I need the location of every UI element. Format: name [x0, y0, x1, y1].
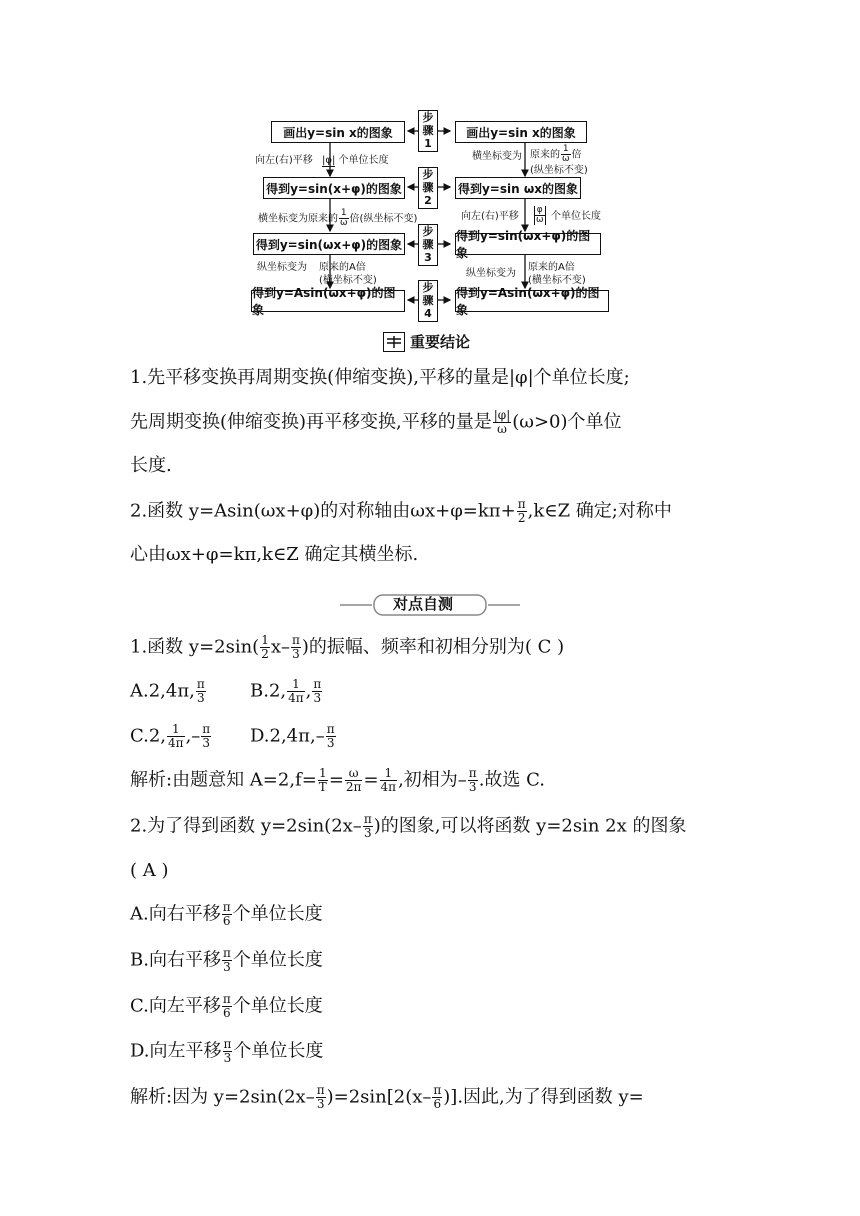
q2-option-a: A.向右平移 $\frac{\pi}{6}$ 个单位长度: [130, 900, 323, 928]
q2-answer: ( A ): [130, 860, 169, 881]
left-box-2: 得到y=sin(x+φ)的图象: [263, 177, 405, 199]
conclusion-1-line-3: 长度.: [130, 455, 172, 476]
step-1: 步 骤 1: [418, 110, 438, 152]
section-icon: [383, 332, 405, 352]
q1-option-c: C.2, $\frac{1}{4\pi}$ ,– $\frac{\pi}{3}$: [130, 722, 211, 750]
left-box-3: 得到y=sin(ωx+φ)的图象: [253, 233, 405, 255]
q2-option-c: C.向左平移 $\frac{\pi}{6}$ 个单位长度: [130, 992, 323, 1020]
right-box-4: 得到y=Asin(ωx+φ)的图象: [455, 290, 609, 312]
left-label-1: 向左(右)平移 |φ| 个单位长度: [255, 155, 389, 166]
step-2: 步 骤 2: [418, 167, 438, 209]
left-label-2: 横坐标变为原来的 $\frac{1}{\omega}$ 倍(纵坐标不变): [258, 208, 418, 228]
section-title-self-test: 对点自测: [393, 595, 454, 613]
step-4: 步 骤 4: [418, 280, 438, 322]
left-label-3: 纵坐标变为 原来的A倍 (横坐标不变): [257, 262, 377, 286]
conclusion-1-line-2: 先周期变换(伸缩变换)再平移变换,平移的量是 $\frac{|\varphi|}{\omega}$ (ω>0)个单位: [130, 408, 622, 436]
q2-stem-line-1: 2.为了得到函数 y=2sin(2x– $\frac{\pi}{3}$ )的图象,可以将函数 y=2sin 2x 的图象: [130, 812, 687, 840]
conclusion-2-line-2: 心由ωx+φ=kπ,k∈Z 确定其横坐标.: [130, 544, 419, 565]
q1-option-d: D.2,4π,– $\frac{\pi}{3}$: [250, 722, 335, 750]
conclusion-2-line-1: 2.函数 y=Asin(ωx+φ)的对称轴由ωx+φ=kπ+ $\frac{\pi}{2}$ ,k∈Z 确定;对称中: [130, 497, 672, 525]
q1-solution: 解析:由题意知 A=2,f= $\frac{1}{T}$ = $\frac{\omega}{2\pi}$ = $\frac{1}{4\pi}$ ,初相为– $\frac{\pi}{3}$ .故选 C.: [130, 766, 545, 794]
q2-option-b: B.向右平移 $\frac{\pi}{3}$ 个单位长度: [130, 946, 323, 974]
left-box-1: 画出y=sin x的图象: [271, 121, 405, 143]
q2-solution: 解析:因为 y=2sin(2x– $\frac{\pi}{3}$ )=2sin[2(x– $\frac{\pi}{6}$ )].因此,为了得到函数 y=: [130, 1083, 644, 1111]
right-box-1: 画出y=sin x的图象: [455, 121, 587, 143]
right-box-2: 得到y=sin ωx的图象: [455, 177, 581, 199]
right-box-3: 得到y=sin(ωx+φ)的图象: [455, 233, 601, 255]
q2-option-d: D.向左平移 $\frac{\pi}{3}$ 个单位长度: [130, 1037, 324, 1065]
left-box-4: 得到y=Asin(ωx+φ)的图象: [251, 290, 405, 312]
section-title-conclusions: 重要结论: [410, 333, 471, 351]
step-3: 步 骤 3: [418, 224, 438, 266]
q1-stem: 1.函数 y=2sin( $\frac{1}{2}$ x– $\frac{\pi}{3}$ )的振幅、频率和初相分别为( C ): [130, 633, 565, 661]
q1-option-b: B.2, $\frac{1}{4\pi}$ , $\frac{\pi}{3}$: [250, 677, 322, 705]
conclusion-1-line-1: 1.先平移变换再周期变换(伸缩变换),平移的量是|φ|个单位长度;: [130, 367, 630, 388]
q1-option-a: A.2,4π, $\frac{\pi}{3}$: [130, 677, 205, 705]
